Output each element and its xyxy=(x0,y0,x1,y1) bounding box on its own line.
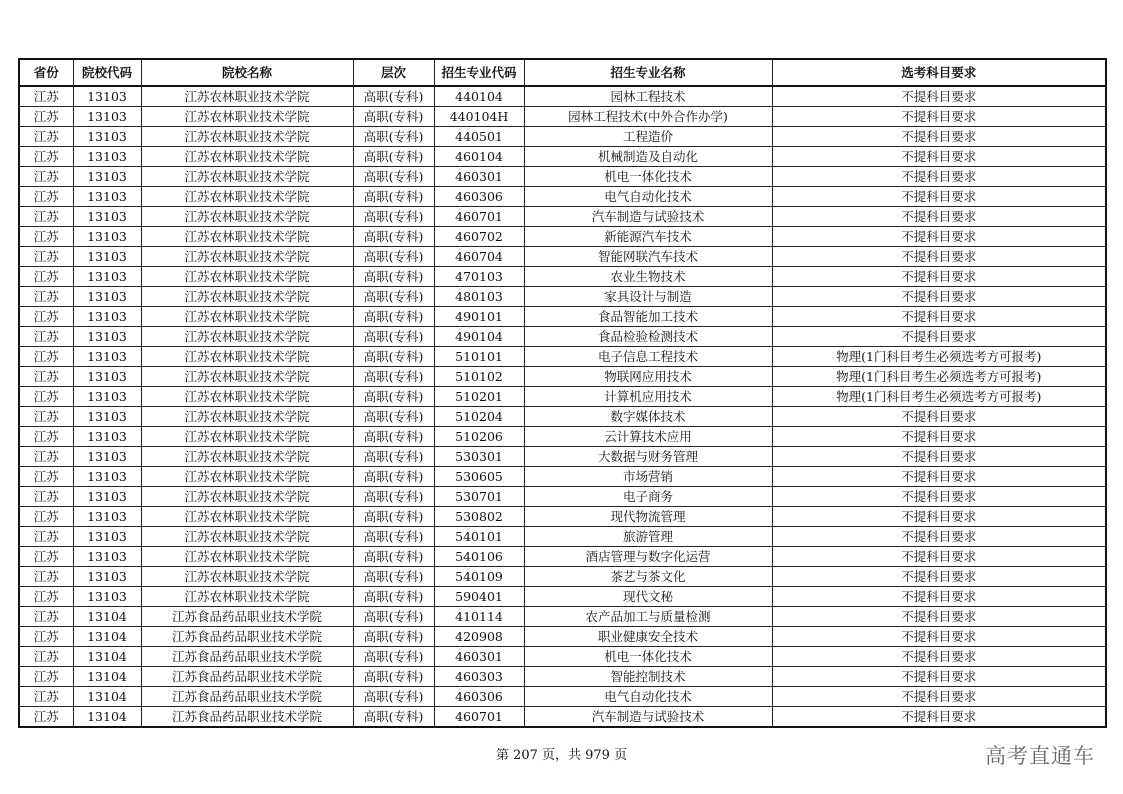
table-header-row xyxy=(19,59,1106,86)
cell-major-code: 460104 xyxy=(434,147,524,167)
cell-level: 高职(专科) xyxy=(353,467,434,487)
cell-major-name: 计算机应用技术 xyxy=(524,387,772,407)
cell-major-name: 大数据与财务管理 xyxy=(524,447,772,467)
cell-school-code: 13103 xyxy=(73,367,141,387)
cell-major-code: 460701 xyxy=(434,207,524,227)
cell-school-name: 江苏农林职业技术学院 xyxy=(141,187,353,207)
cell-subject-requirement: 不提科目要求 xyxy=(772,327,1106,347)
cell-school-code: 13103 xyxy=(73,207,141,227)
table-row xyxy=(19,567,1106,587)
admission-table xyxy=(18,58,1107,728)
cell-level: 高职(专科) xyxy=(353,127,434,147)
cell-province: 江苏 xyxy=(19,147,73,167)
table-row xyxy=(19,247,1106,267)
cell-school-name: 江苏食品药品职业技术学院 xyxy=(141,687,353,707)
cell-school-code: 13103 xyxy=(73,467,141,487)
cell-school-code: 13103 xyxy=(73,107,141,127)
header-province: 省份 xyxy=(19,59,73,86)
cell-school-code: 13103 xyxy=(73,147,141,167)
cell-school-code: 13103 xyxy=(73,427,141,447)
cell-major-code: 530301 xyxy=(434,447,524,467)
cell-level: 高职(专科) xyxy=(353,627,434,647)
cell-major-code: 460301 xyxy=(434,167,524,187)
cell-major-name: 市场营销 xyxy=(524,467,772,487)
cell-province: 江苏 xyxy=(19,647,73,667)
table-row xyxy=(19,487,1106,507)
cell-major-name: 数字媒体技术 xyxy=(524,407,772,427)
table-row xyxy=(19,187,1106,207)
cell-major-code: 460303 xyxy=(434,667,524,687)
cell-subject-requirement: 不提科目要求 xyxy=(772,707,1106,728)
table-row xyxy=(19,427,1106,447)
cell-school-code: 13103 xyxy=(73,247,141,267)
cell-province: 江苏 xyxy=(19,187,73,207)
cell-major-code: 460704 xyxy=(434,247,524,267)
cell-subject-requirement: 不提科目要求 xyxy=(772,507,1106,527)
cell-major-name: 汽车制造与试验技术 xyxy=(524,207,772,227)
cell-major-name: 职业健康安全技术 xyxy=(524,627,772,647)
cell-level: 高职(专科) xyxy=(353,347,434,367)
cell-subject-requirement: 不提科目要求 xyxy=(772,107,1106,127)
cell-subject-requirement: 不提科目要求 xyxy=(772,86,1106,107)
cell-subject-requirement: 不提科目要求 xyxy=(772,287,1106,307)
cell-major-name: 园林工程技术 xyxy=(524,86,772,107)
cell-province: 江苏 xyxy=(19,307,73,327)
cell-major-code: 530802 xyxy=(434,507,524,527)
cell-school-name: 江苏农林职业技术学院 xyxy=(141,307,353,327)
cell-school-name: 江苏农林职业技术学院 xyxy=(141,167,353,187)
cell-province: 江苏 xyxy=(19,387,73,407)
table-row xyxy=(19,627,1106,647)
cell-major-code: 410114 xyxy=(434,607,524,627)
cell-subject-requirement: 不提科目要求 xyxy=(772,607,1106,627)
cell-school-name: 江苏农林职业技术学院 xyxy=(141,447,353,467)
table-row xyxy=(19,607,1106,627)
cell-level: 高职(专科) xyxy=(353,227,434,247)
cell-province: 江苏 xyxy=(19,687,73,707)
cell-school-name: 江苏农林职业技术学院 xyxy=(141,507,353,527)
cell-school-code: 13104 xyxy=(73,707,141,728)
cell-major-name: 机电一体化技术 xyxy=(524,647,772,667)
cell-province: 江苏 xyxy=(19,287,73,307)
cell-level: 高职(专科) xyxy=(353,527,434,547)
table-row xyxy=(19,667,1106,687)
cell-major-code: 470103 xyxy=(434,267,524,287)
page-number: 第 207 页，共 979 页 xyxy=(495,748,628,763)
cell-subject-requirement: 不提科目要求 xyxy=(772,227,1106,247)
cell-school-name: 江苏农林职业技术学院 xyxy=(141,407,353,427)
cell-school-code: 13103 xyxy=(73,347,141,367)
cell-major-code: 590401 xyxy=(434,587,524,607)
cell-school-code: 13103 xyxy=(73,447,141,467)
cell-school-code: 13103 xyxy=(73,187,141,207)
header-major-name: 招生专业名称 xyxy=(524,59,772,86)
table-row xyxy=(19,647,1106,667)
cell-school-name: 江苏农林职业技术学院 xyxy=(141,127,353,147)
cell-province: 江苏 xyxy=(19,167,73,187)
cell-province: 江苏 xyxy=(19,207,73,227)
cell-school-name: 江苏食品药品职业技术学院 xyxy=(141,707,353,728)
cell-major-code: 460301 xyxy=(434,647,524,667)
cell-subject-requirement: 不提科目要求 xyxy=(772,187,1106,207)
table-row xyxy=(19,367,1106,387)
cell-school-name: 江苏食品药品职业技术学院 xyxy=(141,647,353,667)
cell-level: 高职(专科) xyxy=(353,86,434,107)
cell-school-code: 13103 xyxy=(73,387,141,407)
cell-major-code: 510201 xyxy=(434,387,524,407)
cell-subject-requirement: 不提科目要求 xyxy=(772,567,1106,587)
cell-major-code: 530605 xyxy=(434,467,524,487)
cell-school-name: 江苏农林职业技术学院 xyxy=(141,147,353,167)
cell-school-code: 13103 xyxy=(73,127,141,147)
cell-major-name: 电气自动化技术 xyxy=(524,187,772,207)
cell-level: 高职(专科) xyxy=(353,167,434,187)
cell-school-code: 13103 xyxy=(73,267,141,287)
table-row xyxy=(19,547,1106,567)
cell-major-name: 农业生物技术 xyxy=(524,267,772,287)
cell-province: 江苏 xyxy=(19,527,73,547)
table-row xyxy=(19,86,1106,107)
cell-subject-requirement: 物理(1门科目考生必须选考方可报考) xyxy=(772,367,1106,387)
cell-major-code: 510102 xyxy=(434,367,524,387)
cell-major-code: 460702 xyxy=(434,227,524,247)
cell-subject-requirement: 不提科目要求 xyxy=(772,267,1106,287)
cell-school-code: 13103 xyxy=(73,407,141,427)
cell-school-name: 江苏农林职业技术学院 xyxy=(141,567,353,587)
cell-major-name: 茶艺与茶文化 xyxy=(524,567,772,587)
cell-subject-requirement: 不提科目要求 xyxy=(772,127,1106,147)
cell-subject-requirement: 不提科目要求 xyxy=(772,527,1106,547)
cell-school-code: 13103 xyxy=(73,327,141,347)
table-row xyxy=(19,687,1106,707)
cell-province: 江苏 xyxy=(19,487,73,507)
table-row xyxy=(19,387,1106,407)
cell-major-name: 家具设计与制造 xyxy=(524,287,772,307)
cell-level: 高职(专科) xyxy=(353,707,434,728)
cell-school-code: 13103 xyxy=(73,167,141,187)
table-row xyxy=(19,707,1106,728)
cell-major-code: 490101 xyxy=(434,307,524,327)
cell-level: 高职(专科) xyxy=(353,247,434,267)
cell-school-code: 13103 xyxy=(73,227,141,247)
cell-level: 高职(专科) xyxy=(353,327,434,347)
table-row xyxy=(19,167,1106,187)
table-row xyxy=(19,227,1106,247)
cell-province: 江苏 xyxy=(19,107,73,127)
cell-major-code: 540106 xyxy=(434,547,524,567)
cell-level: 高职(专科) xyxy=(353,607,434,627)
table-row xyxy=(19,347,1106,367)
cell-level: 高职(专科) xyxy=(353,687,434,707)
cell-level: 高职(专科) xyxy=(353,587,434,607)
cell-school-name: 江苏农林职业技术学院 xyxy=(141,347,353,367)
cell-school-name: 江苏食品药品职业技术学院 xyxy=(141,607,353,627)
cell-province: 江苏 xyxy=(19,467,73,487)
cell-school-code: 13103 xyxy=(73,287,141,307)
cell-province: 江苏 xyxy=(19,267,73,287)
cell-major-code: 440104H xyxy=(434,107,524,127)
cell-school-name: 江苏农林职业技术学院 xyxy=(141,547,353,567)
cell-subject-requirement: 不提科目要求 xyxy=(772,427,1106,447)
cell-school-name: 江苏农林职业技术学院 xyxy=(141,327,353,347)
cell-level: 高职(专科) xyxy=(353,567,434,587)
cell-major-name: 农产品加工与质量检测 xyxy=(524,607,772,627)
cell-school-name: 江苏农林职业技术学院 xyxy=(141,86,353,107)
cell-school-code: 13103 xyxy=(73,527,141,547)
cell-major-code: 510204 xyxy=(434,407,524,427)
cell-subject-requirement: 不提科目要求 xyxy=(772,447,1106,467)
cell-province: 江苏 xyxy=(19,407,73,427)
cell-province: 江苏 xyxy=(19,567,73,587)
cell-school-name: 江苏农林职业技术学院 xyxy=(141,527,353,547)
table-row xyxy=(19,447,1106,467)
cell-school-code: 13103 xyxy=(73,307,141,327)
cell-major-name: 工程造价 xyxy=(524,127,772,147)
cell-subject-requirement: 物理(1门科目考生必须选考方可报考) xyxy=(772,347,1106,367)
cell-level: 高职(专科) xyxy=(353,427,434,447)
table-row xyxy=(19,107,1106,127)
cell-major-code: 530701 xyxy=(434,487,524,507)
cell-province: 江苏 xyxy=(19,587,73,607)
cell-level: 高职(专科) xyxy=(353,367,434,387)
table-row xyxy=(19,207,1106,227)
cell-school-code: 13103 xyxy=(73,86,141,107)
cell-major-name: 智能控制技术 xyxy=(524,667,772,687)
table-row xyxy=(19,147,1106,167)
cell-school-code: 13104 xyxy=(73,667,141,687)
cell-school-name: 江苏农林职业技术学院 xyxy=(141,387,353,407)
cell-subject-requirement: 不提科目要求 xyxy=(772,147,1106,167)
cell-province: 江苏 xyxy=(19,627,73,647)
cell-subject-requirement: 不提科目要求 xyxy=(772,667,1106,687)
cell-major-name: 电子商务 xyxy=(524,487,772,507)
cell-level: 高职(专科) xyxy=(353,547,434,567)
cell-province: 江苏 xyxy=(19,327,73,347)
cell-school-name: 江苏农林职业技术学院 xyxy=(141,587,353,607)
table-row xyxy=(19,327,1106,347)
cell-major-code: 540101 xyxy=(434,527,524,547)
cell-school-name: 江苏农林职业技术学院 xyxy=(141,367,353,387)
cell-level: 高职(专科) xyxy=(353,487,434,507)
cell-subject-requirement: 不提科目要求 xyxy=(772,547,1106,567)
cell-school-name: 江苏食品药品职业技术学院 xyxy=(141,667,353,687)
header-level: 层次 xyxy=(353,59,434,86)
cell-subject-requirement: 物理(1门科目考生必须选考方可报考) xyxy=(772,387,1106,407)
cell-school-name: 江苏农林职业技术学院 xyxy=(141,467,353,487)
header-major-code: 招生专业代码 xyxy=(434,59,524,86)
cell-level: 高职(专科) xyxy=(353,107,434,127)
cell-school-code: 13103 xyxy=(73,587,141,607)
cell-level: 高职(专科) xyxy=(353,667,434,687)
table-row xyxy=(19,527,1106,547)
cell-school-name: 江苏农林职业技术学院 xyxy=(141,247,353,267)
cell-province: 江苏 xyxy=(19,447,73,467)
cell-province: 江苏 xyxy=(19,547,73,567)
cell-major-name: 物联网应用技术 xyxy=(524,367,772,387)
cell-school-code: 13103 xyxy=(73,487,141,507)
cell-major-code: 460306 xyxy=(434,687,524,707)
cell-province: 江苏 xyxy=(19,427,73,447)
cell-school-name: 江苏食品药品职业技术学院 xyxy=(141,627,353,647)
cell-level: 高职(专科) xyxy=(353,647,434,667)
cell-province: 江苏 xyxy=(19,247,73,267)
cell-school-code: 13104 xyxy=(73,627,141,647)
cell-major-code: 540109 xyxy=(434,567,524,587)
cell-level: 高职(专科) xyxy=(353,387,434,407)
cell-subject-requirement: 不提科目要求 xyxy=(772,247,1106,267)
cell-major-name: 新能源汽车技术 xyxy=(524,227,772,247)
cell-school-code: 13104 xyxy=(73,687,141,707)
cell-province: 江苏 xyxy=(19,367,73,387)
cell-major-code: 440104 xyxy=(434,86,524,107)
cell-school-name: 江苏农林职业技术学院 xyxy=(141,487,353,507)
cell-major-code: 420908 xyxy=(434,627,524,647)
cell-major-code: 510206 xyxy=(434,427,524,447)
cell-school-name: 江苏农林职业技术学院 xyxy=(141,107,353,127)
cell-major-name: 机械制造及自动化 xyxy=(524,147,772,167)
table-row xyxy=(19,127,1106,147)
cell-level: 高职(专科) xyxy=(353,207,434,227)
cell-level: 高职(专科) xyxy=(353,507,434,527)
cell-school-name: 江苏农林职业技术学院 xyxy=(141,227,353,247)
cell-major-code: 460701 xyxy=(434,707,524,728)
table-body xyxy=(19,86,1106,727)
cell-subject-requirement: 不提科目要求 xyxy=(772,487,1106,507)
cell-major-code: 480103 xyxy=(434,287,524,307)
cell-province: 江苏 xyxy=(19,507,73,527)
cell-level: 高职(专科) xyxy=(353,287,434,307)
cell-major-name: 旅游管理 xyxy=(524,527,772,547)
cell-major-name: 食品检验检测技术 xyxy=(524,327,772,347)
header-school-name: 院校名称 xyxy=(141,59,353,86)
cell-major-name: 电气自动化技术 xyxy=(524,687,772,707)
cell-major-code: 510101 xyxy=(434,347,524,367)
cell-subject-requirement: 不提科目要求 xyxy=(772,587,1106,607)
watermark-text: 高考直通车 xyxy=(985,744,1095,768)
cell-subject-requirement: 不提科目要求 xyxy=(772,407,1106,427)
cell-subject-requirement: 不提科目要求 xyxy=(772,627,1106,647)
table-row xyxy=(19,587,1106,607)
cell-major-name: 智能网联汽车技术 xyxy=(524,247,772,267)
cell-subject-requirement: 不提科目要求 xyxy=(772,467,1106,487)
cell-province: 江苏 xyxy=(19,227,73,247)
cell-major-name: 电子信息工程技术 xyxy=(524,347,772,367)
table-row xyxy=(19,507,1106,527)
cell-school-name: 江苏农林职业技术学院 xyxy=(141,287,353,307)
cell-major-name: 现代文秘 xyxy=(524,587,772,607)
cell-level: 高职(专科) xyxy=(353,147,434,167)
cell-level: 高职(专科) xyxy=(353,187,434,207)
cell-major-name: 酒店管理与数字化运营 xyxy=(524,547,772,567)
table-row xyxy=(19,267,1106,287)
cell-major-name: 机电一体化技术 xyxy=(524,167,772,187)
header-school-code: 院校代码 xyxy=(73,59,141,86)
cell-major-name: 云计算技术应用 xyxy=(524,427,772,447)
cell-subject-requirement: 不提科目要求 xyxy=(772,207,1106,227)
cell-school-name: 江苏农林职业技术学院 xyxy=(141,267,353,287)
cell-school-code: 13103 xyxy=(73,567,141,587)
table-row xyxy=(19,407,1106,427)
cell-province: 江苏 xyxy=(19,347,73,367)
cell-level: 高职(专科) xyxy=(353,407,434,427)
cell-major-name: 园林工程技术(中外合作办学) xyxy=(524,107,772,127)
cell-school-code: 13104 xyxy=(73,647,141,667)
cell-level: 高职(专科) xyxy=(353,447,434,467)
cell-school-code: 13103 xyxy=(73,507,141,527)
cell-subject-requirement: 不提科目要求 xyxy=(772,647,1106,667)
cell-school-name: 江苏农林职业技术学院 xyxy=(141,427,353,447)
cell-province: 江苏 xyxy=(19,667,73,687)
cell-level: 高职(专科) xyxy=(353,307,434,327)
cell-subject-requirement: 不提科目要求 xyxy=(772,307,1106,327)
cell-school-name: 江苏农林职业技术学院 xyxy=(141,207,353,227)
table-row xyxy=(19,467,1106,487)
cell-school-code: 13103 xyxy=(73,547,141,567)
cell-subject-requirement: 不提科目要求 xyxy=(772,687,1106,707)
cell-province: 江苏 xyxy=(19,607,73,627)
cell-school-code: 13104 xyxy=(73,607,141,627)
cell-subject-requirement: 不提科目要求 xyxy=(772,167,1106,187)
cell-province: 江苏 xyxy=(19,86,73,107)
cell-major-name: 食品智能加工技术 xyxy=(524,307,772,327)
cell-province: 江苏 xyxy=(19,127,73,147)
table-row xyxy=(19,307,1106,327)
cell-major-code: 440501 xyxy=(434,127,524,147)
header-subject-requirement: 选考科目要求 xyxy=(772,59,1106,86)
table-row xyxy=(19,287,1106,307)
cell-major-code: 460306 xyxy=(434,187,524,207)
cell-major-name: 现代物流管理 xyxy=(524,507,772,527)
cell-province: 江苏 xyxy=(19,707,73,728)
cell-level: 高职(专科) xyxy=(353,267,434,287)
cell-major-name: 汽车制造与试验技术 xyxy=(524,707,772,728)
cell-major-code: 490104 xyxy=(434,327,524,347)
